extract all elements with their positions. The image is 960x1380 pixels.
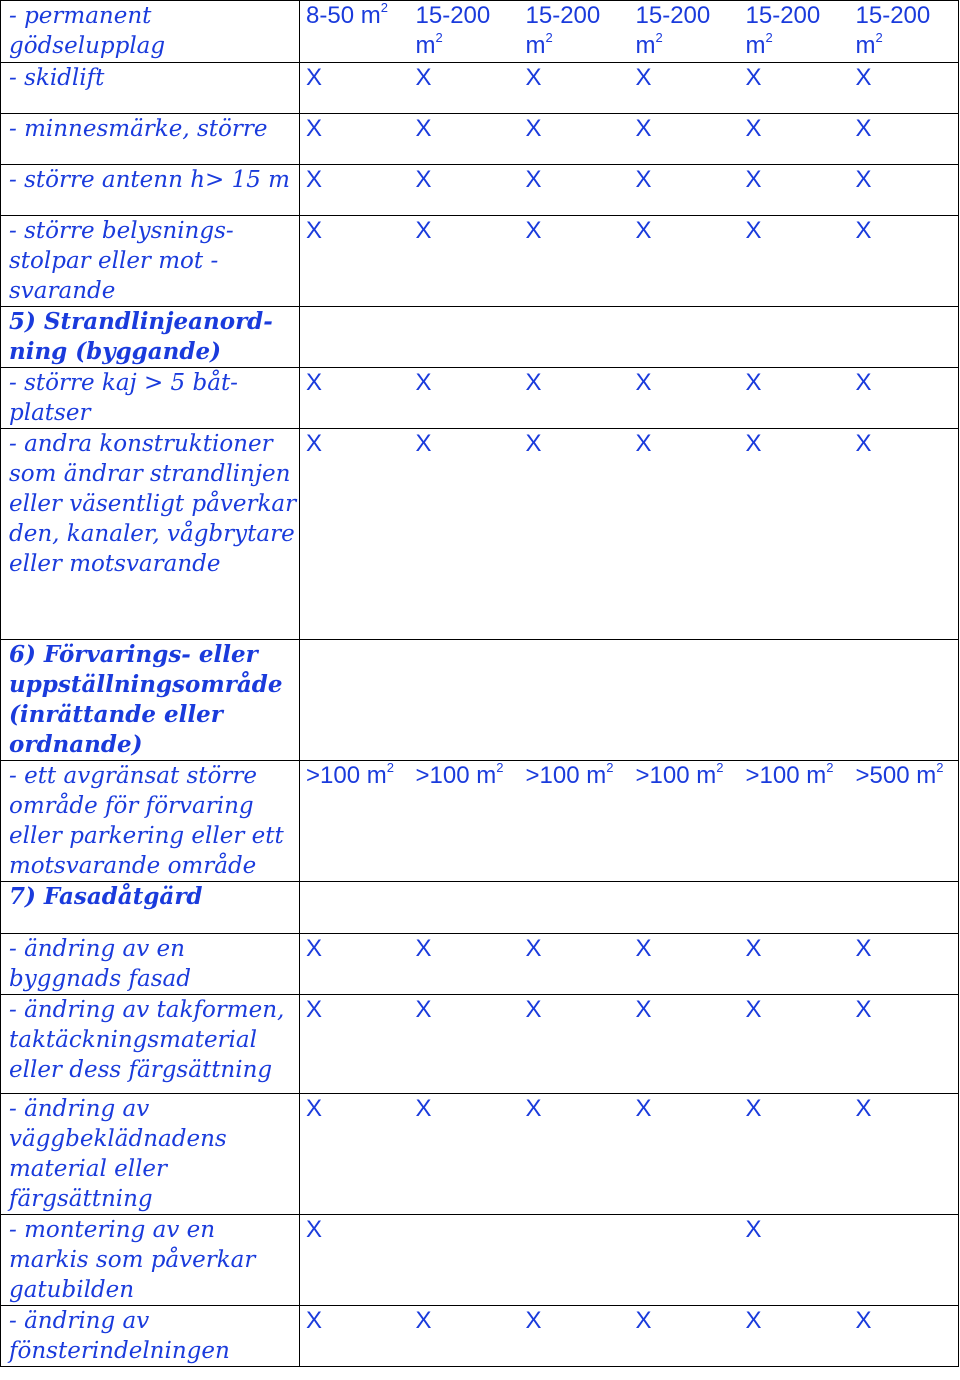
table-row [1,1,959,63]
cell-value: X [525,430,542,457]
empty-value-span [300,882,959,934]
cell-value: X [525,369,542,396]
cell-value: X [855,1095,872,1122]
value-cell [850,63,959,114]
row-label: - permanent gödselupplag [1,1,300,63]
cell-value: X [745,935,762,962]
cell-value: >100 m [635,762,717,789]
value-cell [300,114,410,165]
value-cell [520,216,630,307]
value-cell [520,368,630,429]
value-cell [740,368,850,429]
table-body [1,1,959,1367]
cell-value: X [415,935,432,962]
row-label: - större belysnings-stolpar eller mot - svarande [1,216,300,307]
cell-value: X [635,430,652,457]
cell-value: X [525,166,542,193]
empty-value-span [300,307,959,368]
cell-value: X [306,217,323,244]
cell-value: X [415,64,432,91]
value-cell [850,1094,959,1215]
cell-value: X [306,935,323,962]
table-row [1,1306,959,1367]
value-cell [630,368,740,429]
value-cell [300,216,410,307]
empty-value-span [300,640,959,761]
table-row [1,1094,959,1215]
cell-value: X [525,1095,542,1122]
section-heading: 7) Fasadåtgärd [1,882,300,934]
value-cell [520,1306,630,1367]
cell-value: X [525,996,542,1023]
unit-superscript: 2 [380,0,388,15]
cell-value: X [306,166,323,193]
cell-value: X [525,1307,542,1334]
cell-value: >100 m [306,762,387,789]
table-row [1,1215,959,1306]
value-cell [850,995,959,1094]
value-cell [520,1,630,63]
value-cell [630,761,740,882]
value-cell [630,1,740,63]
cell-value: 15-200 m [525,2,601,59]
cell-value: X [855,217,872,244]
cell-value: X [415,115,432,142]
value-cell [520,1094,630,1215]
unit-superscript: 2 [496,760,504,775]
value-cell [630,1094,740,1215]
value-cell [520,934,630,995]
cell-value: X [306,430,323,457]
value-cell [300,1215,410,1306]
cell-value: X [306,115,323,142]
cell-value: X [635,166,652,193]
cell-value: X [635,996,652,1023]
cell-value: >100 m [525,762,607,789]
value-cell [300,995,410,1094]
value-cell [850,1215,959,1306]
value-cell [520,165,630,216]
value-cell [520,63,630,114]
section-heading: 6) Förvarings- eller uppställningsområde (inrättande eller ordnande) [1,640,300,761]
cell-value: X [745,115,762,142]
cell-value: >100 m [745,762,827,789]
value-cell [740,216,850,307]
value-cell [300,165,410,216]
value-cell [630,1215,740,1306]
cell-value: X [745,996,762,1023]
value-cell [300,1094,410,1215]
value-cell [410,429,520,640]
value-cell [740,63,850,114]
table-row [1,307,959,368]
value-cell [630,165,740,216]
unit-superscript: 2 [435,30,443,45]
value-cell [740,1215,850,1306]
value-cell [740,995,850,1094]
cell-value: X [415,369,432,396]
value-cell [300,429,410,640]
table-row [1,368,959,429]
value-cell [300,1,410,63]
value-cell [410,761,520,882]
row-label: - ändring av fönsterindelningen [1,1306,300,1367]
value-cell [410,934,520,995]
value-cell [630,1306,740,1367]
row-label: - ett avgränsat större område för förvaring eller parkering eller ett motsvarande område [1,761,300,882]
cell-value: X [745,166,762,193]
cell-value: X [635,1095,652,1122]
value-cell [410,1215,520,1306]
table-row [1,429,959,640]
unit-superscript: 2 [875,30,883,45]
cell-value: X [415,166,432,193]
cell-value: X [525,115,542,142]
cell-value: X [745,64,762,91]
table-row [1,640,959,761]
value-cell [630,429,740,640]
value-cell [850,368,959,429]
value-cell [520,995,630,1094]
row-label: - ändring av väggbeklädnadens material eller färgsättning [1,1094,300,1215]
value-cell [410,995,520,1094]
section-heading: 5) Strandlinjeanord-ning (byggande) [1,307,300,368]
value-cell [740,1094,850,1215]
cell-value: X [855,996,872,1023]
cell-value: X [415,996,432,1023]
cell-value: >100 m [415,762,497,789]
cell-value: X [745,217,762,244]
cell-value: X [306,1216,323,1243]
row-label: - skidlift [1,63,300,114]
cell-value: X [306,996,323,1023]
value-cell [740,1,850,63]
value-cell [410,216,520,307]
value-cell [850,216,959,307]
value-cell [520,1215,630,1306]
value-cell [410,1306,520,1367]
cell-value: X [525,935,542,962]
cell-value: >500 m [855,762,937,789]
row-label: - andra konstruktioner som ändrar strandlinjen eller väsentligt påverkar den, kanaler, vågbrytare eller motsvarande [1,429,300,640]
value-cell [410,368,520,429]
value-cell [630,934,740,995]
cell-value: X [635,217,652,244]
value-cell [630,995,740,1094]
value-cell [520,114,630,165]
value-cell [740,934,850,995]
value-cell [850,1306,959,1367]
unit-superscript: 2 [936,760,944,775]
cell-value: X [855,166,872,193]
unit-superscript: 2 [545,30,553,45]
value-cell [850,761,959,882]
value-cell [300,934,410,995]
table-row [1,882,959,934]
table-row [1,63,959,114]
value-cell [850,165,959,216]
cell-value: X [855,430,872,457]
cell-value: X [415,1307,432,1334]
cell-value: X [855,369,872,396]
row-label: - ändring av en byggnads fasad [1,934,300,995]
value-cell [410,1,520,63]
value-cell [410,165,520,216]
cell-value: X [745,1216,762,1243]
row-label: - större antenn h> 15 m [1,165,300,216]
cell-value: X [635,935,652,962]
cell-value: X [855,115,872,142]
unit-superscript: 2 [765,30,773,45]
cell-value: X [306,64,323,91]
value-cell [520,761,630,882]
table-row [1,165,959,216]
unit-superscript: 2 [386,760,394,775]
row-label: - ändring av takformen, taktäckningsmaterial eller dess färgsättning [1,995,300,1094]
cell-value: X [415,217,432,244]
value-cell [410,63,520,114]
cell-value: 8-50 m [306,2,381,29]
table-row [1,114,959,165]
cell-value: X [855,64,872,91]
value-cell [740,761,850,882]
cell-value: X [745,369,762,396]
value-cell [850,429,959,640]
cell-value: X [855,1307,872,1334]
cell-value: 15-200 m [635,2,711,59]
value-cell [410,114,520,165]
value-cell [630,114,740,165]
table-row [1,995,959,1094]
cell-value: 15-200 m [745,2,821,59]
value-cell [300,1306,410,1367]
cell-value: X [525,217,542,244]
value-cell [850,114,959,165]
value-cell [740,114,850,165]
cell-value: X [635,64,652,91]
value-cell [300,63,410,114]
cell-value: 15-200 m [855,2,931,59]
cell-value: X [306,1307,323,1334]
value-cell [410,1094,520,1215]
table-row [1,216,959,307]
value-cell [740,429,850,640]
value-cell [740,165,850,216]
value-cell [300,761,410,882]
unit-superscript: 2 [716,760,724,775]
unit-superscript: 2 [826,760,834,775]
cell-value: X [635,369,652,396]
cell-value: X [745,1307,762,1334]
value-cell [630,63,740,114]
value-cell [520,429,630,640]
row-label: - minnesmärke, större [1,114,300,165]
table-row [1,761,959,882]
cell-value: X [745,430,762,457]
row-label: - större kaj > 5 båt-platser [1,368,300,429]
cell-value: X [525,64,542,91]
cell-value: X [306,369,323,396]
table-row [1,934,959,995]
value-cell [630,216,740,307]
value-cell [300,368,410,429]
cell-value: X [855,935,872,962]
value-cell [850,934,959,995]
unit-superscript: 2 [606,760,614,775]
row-label: - montering av en markis som påverkar gatubilden [1,1215,300,1306]
cell-value: X [415,1095,432,1122]
value-cell [850,1,959,63]
unit-superscript: 2 [655,30,663,45]
cell-value: X [635,115,652,142]
cell-value: X [745,1095,762,1122]
cell-value: 15-200 m [415,2,491,59]
value-cell [740,1306,850,1367]
cell-value: X [415,430,432,457]
cell-value: X [306,1095,323,1122]
cell-value: X [635,1307,652,1334]
